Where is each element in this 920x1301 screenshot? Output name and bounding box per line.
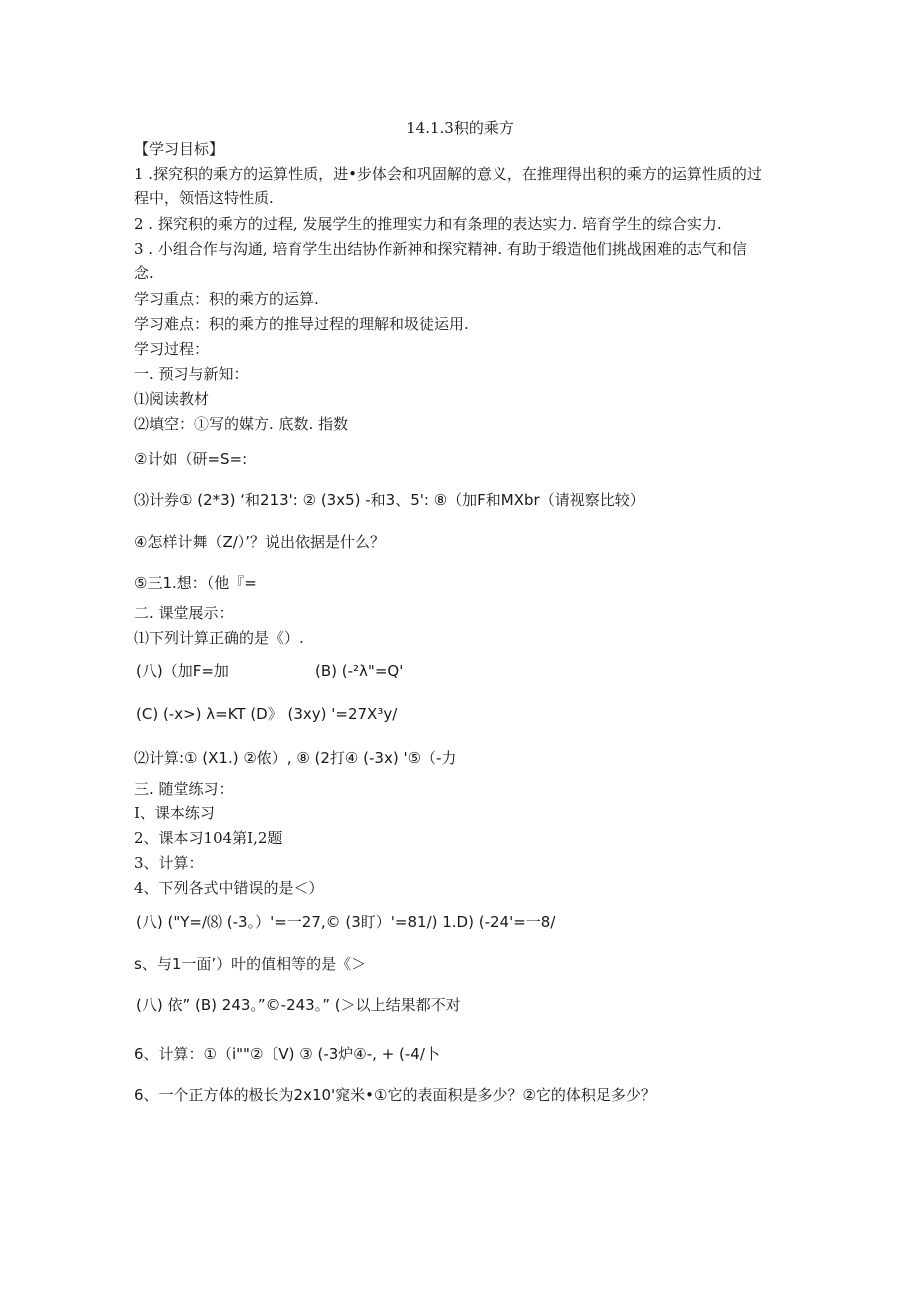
part3-line: 2、课本习104第I,2题 xyxy=(134,829,283,847)
part2-option-a: (八)（加F=加 xyxy=(136,662,229,680)
difficulty: 学习难点：积的乘方的推导过程的理解和圾徒运用. xyxy=(134,315,469,333)
goal-line: 1 .探究积的乘方的运算性质，进•步体会和巩固解的意义，在推理得出积的乘方的运算性质的过 xyxy=(134,165,762,183)
goal-line: 念. xyxy=(134,264,154,282)
part3-line: (八) 依” (B) 243。”©-243。” (＞以上结果都不对 xyxy=(136,996,461,1014)
part3-line: 6、一个正方体的极长为2x10'窕米•①它的表面积是多少？②它的体积足多少？ xyxy=(134,1086,656,1104)
part1-line: ⑤三1.想：（他『= xyxy=(134,574,257,592)
part1-line: ⑶计券① (2*3) ‘和213': ② (3x5) -和3、5': ⑧（加F和MXbr（请视察比较） xyxy=(134,491,645,509)
goal-line: 程中，领悟这特性质. xyxy=(134,189,274,207)
part2-option-c-d: (C) (-x>) λ=KT (D》 (3xy) '=27X³y/ xyxy=(136,705,398,723)
part2-line: ⑵计算:① (X1.) ②侬）, ⑧ (2打④ (-3x) '⑤（-力 xyxy=(134,749,457,767)
part3-line: (八) ("Y=/⑻ (-3。）'=一27,© (3盯）'=81/) 1.D) (-24'=一8/ xyxy=(136,913,556,931)
goal-line: 2 . 探究积的乘方的过程, 发展学生的推理实力和有条理的表达实力. 培育学生的综合实力. xyxy=(134,215,722,233)
key-point: 学习重点：积的乘方的运算. xyxy=(134,290,319,308)
process-label: 学习过程： xyxy=(134,340,210,358)
part2-heading: 二. 课堂展示： xyxy=(134,604,234,622)
part1-heading: 一. 预习与新知： xyxy=(134,365,249,383)
part3-line: I、课本练习 xyxy=(134,804,215,822)
part1-line: ④怎样计舞（Z/）’？说出依据是什么？ xyxy=(134,533,386,551)
part3-line: 6、计算：①（i""②〔V) ③ (-3炉④-, + (-4/卜 xyxy=(134,1045,440,1063)
goal-line: 3 . 小组合作与沟通, 培育学生出结协作新神和探究精神. 有助于缎造他们挑战困难的志气和信 xyxy=(134,240,747,258)
part3-line: s、与1一面’）叶的值相等的是《＞ xyxy=(134,955,367,973)
part1-line: ②计如（研=S=: xyxy=(134,450,248,468)
part1-line: ⑵填空：①写的媒方. 底数. 指数 xyxy=(134,415,349,433)
part3-line: 4、下列各式中错误的是＜） xyxy=(134,879,324,897)
part3-line: 3、计算： xyxy=(134,854,204,872)
document-title: 14.1.3积的乘方 xyxy=(406,119,514,137)
section-learning-goals: 【学习目标】 xyxy=(134,140,225,158)
part2-option-b: (B) (-²λ"=Q' xyxy=(315,662,404,680)
part1-line: ⑴阅读教材 xyxy=(134,390,210,408)
part3-heading: 三. 随堂练习： xyxy=(134,780,234,798)
part2-line: ⑴下列计算正确的是《）. xyxy=(134,629,304,647)
